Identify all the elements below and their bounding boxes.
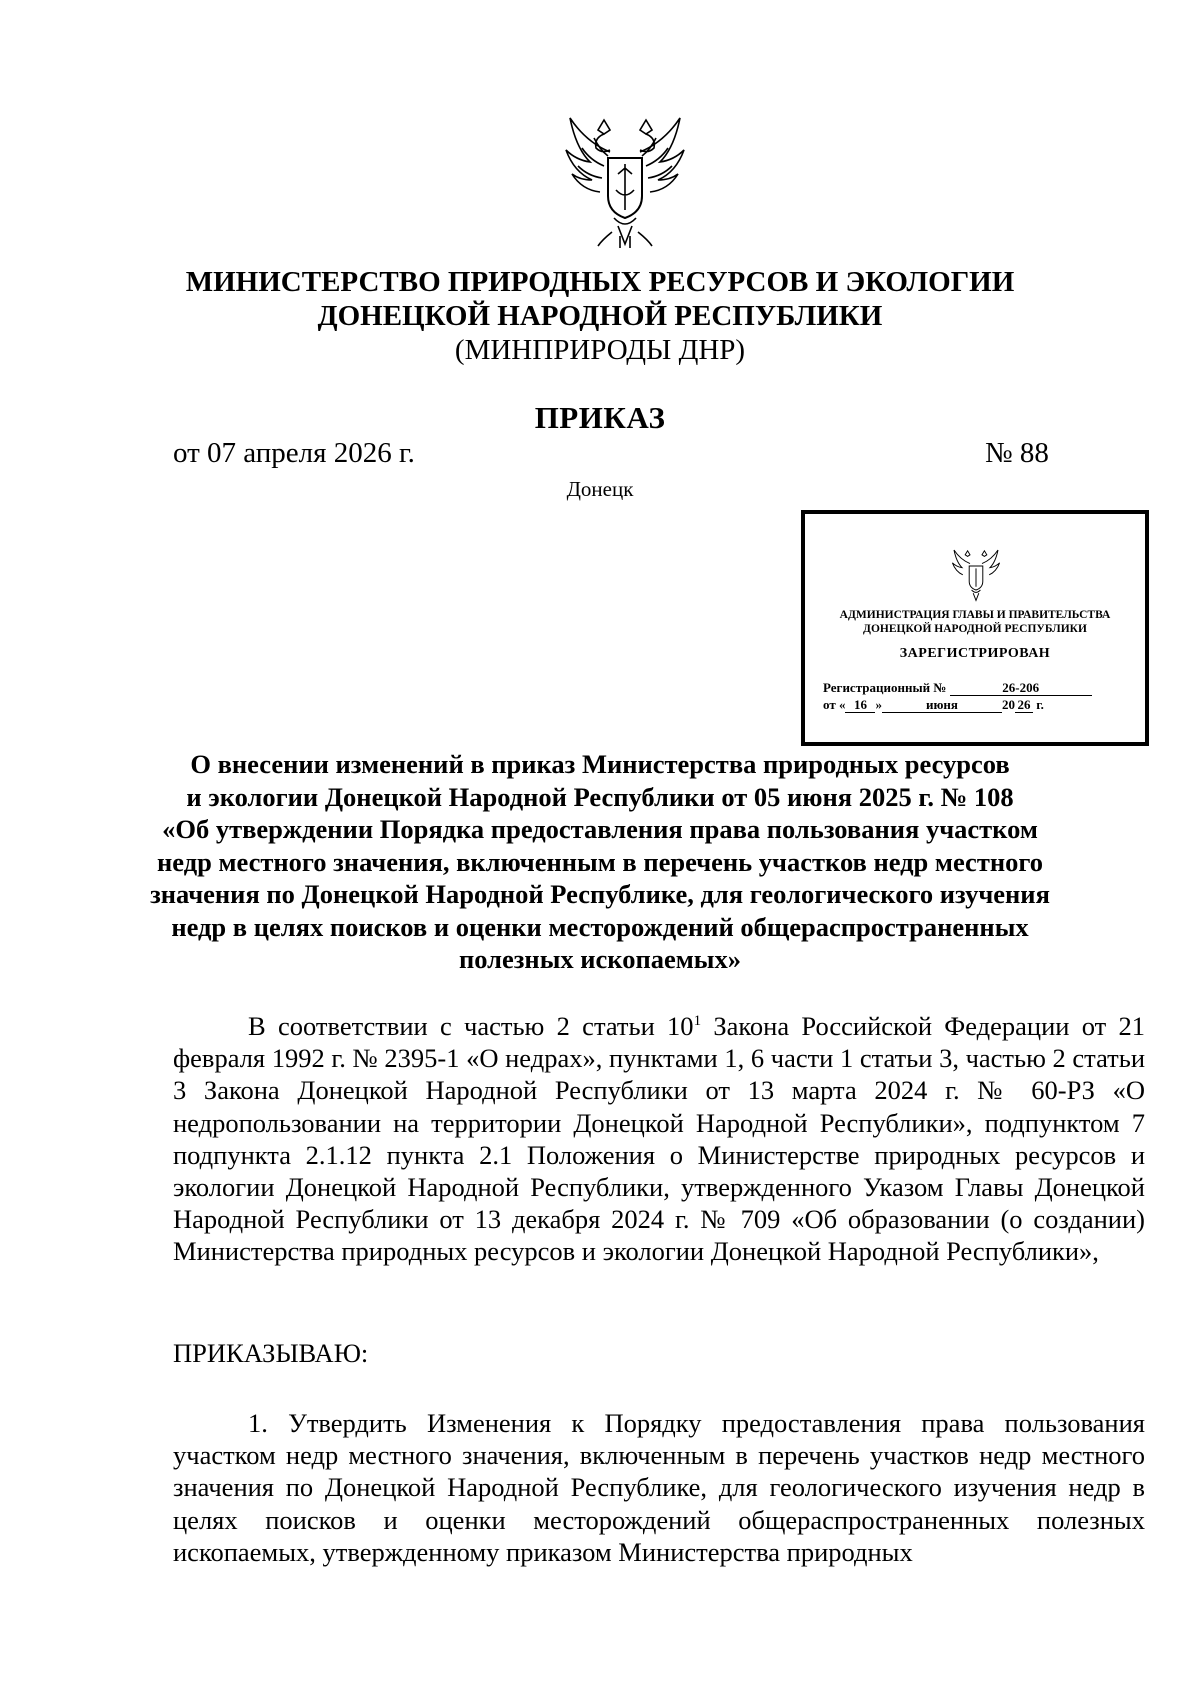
stamp-registered-label: ЗАРЕГИСТРИРОВАН (899, 646, 1051, 661)
document-title-line: О внесении изменений в приказ Министерства природных ресурсов (190, 749, 1010, 779)
registration-stamp (801, 510, 1149, 746)
stamp-date-suffix: г. (1036, 697, 1044, 712)
order-title: ПРИКАЗ (534, 400, 666, 435)
document-title-line: значения по Донецкой Народной Республике, для геологического изучения (150, 879, 1050, 909)
stamp-organization-line2: ДОНЕЦКОЙ НАРОДНОЙ РЕСПУБЛИКИ (863, 623, 1087, 635)
organization-name-line2: ДОНЕЦКОЙ НАРОДНОЙ РЕСПУБЛИКИ (317, 300, 883, 332)
organization-short-name: (МИНПРИРОДЫ ДНР) (454, 334, 746, 366)
stamp-date-prefix: от « (823, 697, 846, 712)
preamble-text-part2: Закона Российской Федерации от 21 февраля 1992 г. № 2395-1 «О недрах», пунктами 1, 6 части 1 статьи 3, частью 2 статьи 3 Закона Донецкой Народной Республики от 13 марта 2024 г. № 60-РЗ «О недропользовании на территории Донецкой Народной Республики», подпунктом 7 подпункта 2.1.12 пункта 2.1 Положения о Министерстве природных ресурсов и экологии Донецкой Народной Республики, утвержденного Указом Главы Донецкой Народной Республики от 13 декабря 2024 г. № 709 «Об образовании (о создании) Министерства природных ресурсов и экологии Донецкой Народной Республики», (173, 1011, 1145, 1267)
document-title-line: полезных ископаемых» (458, 944, 741, 974)
stamp-registration-label: Регистрационный № (823, 680, 947, 695)
stamp-date-row (823, 697, 1044, 713)
stamp-date-mid: » (875, 697, 882, 712)
stamp-registration-number: 26-206 (950, 681, 1092, 696)
order-number: № 88 (985, 437, 1049, 469)
organization-header (0, 265, 1200, 367)
stamp-date-day: 16 (845, 698, 875, 713)
stamp-organization (805, 608, 1145, 636)
document-title-line: недр в целях поисков и оценки месторождений общераспространенных (171, 911, 1029, 942)
stamp-date-year-suffix: 26 (1015, 698, 1033, 713)
stamp-date-month: июня (882, 698, 1002, 713)
document-title (140, 748, 1060, 976)
coat-of-arms-icon (945, 546, 1007, 606)
preamble-text-part1: В соответствии с частью 2 статьи 10 (248, 1011, 694, 1041)
coat-of-arms-icon (560, 108, 690, 258)
stamp-registration-number-row (823, 680, 1092, 696)
preamble-paragraph (173, 1010, 1145, 1268)
document-title-line: «Об утверждении Порядка предоставления права пользования участком (162, 814, 1038, 844)
preamble-superscript: 1 (693, 1013, 702, 1030)
item-1-paragraph: 1. Утвердить Изменения к Порядку предоставления права пользования участком недр местного значения, включенным в перечень участков недр местного значения по Донецкой Народной Республике, для геологического изучения недр в целях поисков и оценки месторождений общераспространенных полезных ископаемых, утвержденному приказом Министерства природных (173, 1408, 1145, 1567)
stamp-date-year-prefix: 20 (1001, 697, 1015, 712)
order-city: Донецк (566, 477, 634, 501)
document-title-line: недр местного значения, включенным в перечень участков недр местного (157, 846, 1043, 877)
order-date: от 07 апреля 2026 г. (173, 437, 415, 469)
document-title-line: и экологии Донецкой Народной Республики от 05 июня 2025 г. № 108 (186, 781, 1014, 812)
stamp-organization-line1: АДМИНИСТРАЦИЯ ГЛАВЫ И ПРАВИТЕЛЬСТВА (839, 609, 1111, 621)
command-word: ПРИКАЗЫВАЮ: (173, 1338, 369, 1368)
organization-name-line1: МИНИСТЕРСТВО ПРИРОДНЫХ РЕСУРСОВ И ЭКОЛОГИИ (185, 266, 1015, 298)
